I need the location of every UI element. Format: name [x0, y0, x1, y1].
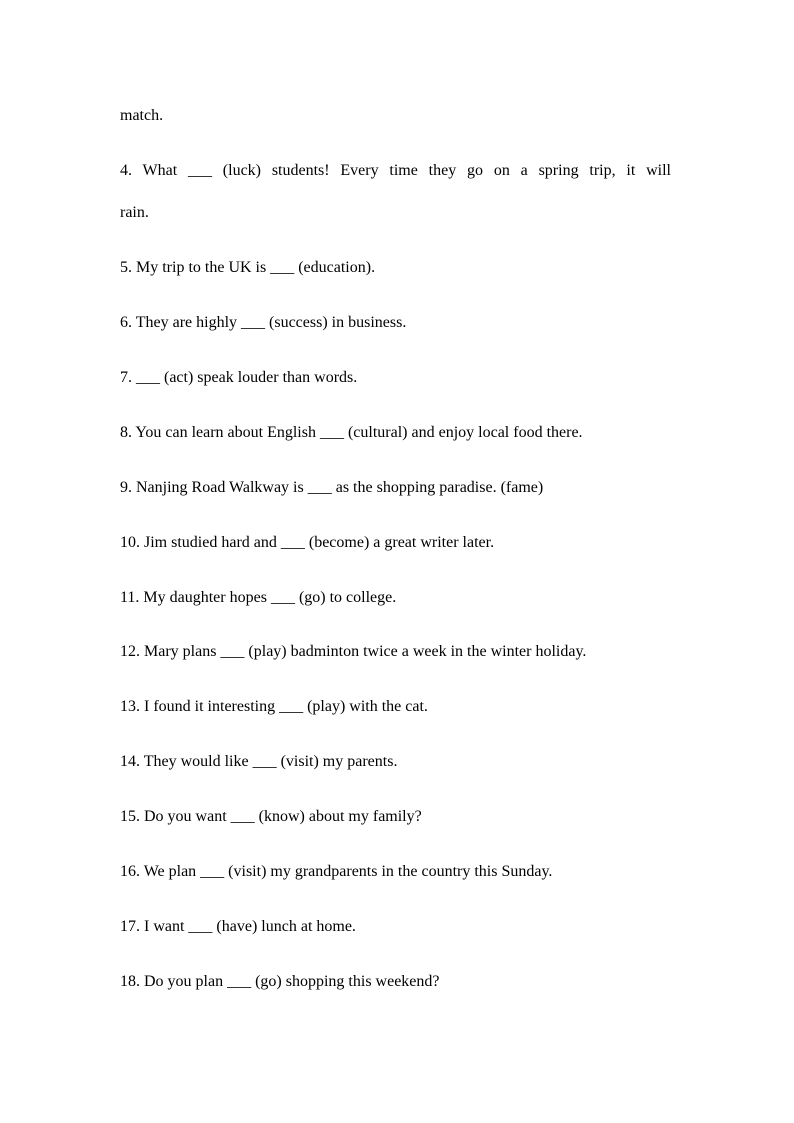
question-7: 7. ___ (act) speak louder than words.	[120, 369, 358, 386]
question-6: 6. They are highly ___ (success) in business.	[120, 314, 407, 331]
question-12: 12. Mary plans ___ (play) badminton twice a week in the winter holiday.	[120, 643, 587, 660]
question-13: 13. I found it interesting ___ (play) with the cat.	[120, 698, 428, 715]
question-4-line-1: 4. What ___ (luck) students! Every time they go on a spring trip, it will	[120, 162, 671, 179]
question-18: 18. Do you plan ___ (go) shopping this weekend?	[120, 973, 440, 990]
question-9: 9. Nanjing Road Walkway is ___ as the shopping paradise. (fame)	[120, 479, 544, 496]
question-4-line-2: rain.	[120, 204, 149, 221]
question-5: 5. My trip to the UK is ___ (education).	[120, 259, 376, 276]
question-14: 14. They would like ___ (visit) my parents.	[120, 753, 398, 770]
continuation-text: match.	[120, 107, 164, 124]
question-8: 8. You can learn about English ___ (cultural) and enjoy local food there.	[120, 424, 583, 441]
question-10: 10. Jim studied hard and ___ (become) a great writer later.	[120, 534, 495, 551]
question-16: 16. We plan ___ (visit) my grandparents in the country this Sunday.	[120, 863, 553, 880]
question-17: 17. I want ___ (have) lunch at home.	[120, 918, 356, 935]
question-15: 15. Do you want ___ (know) about my family?	[120, 808, 422, 825]
question-11: 11. My daughter hopes ___ (go) to college.	[120, 589, 397, 606]
